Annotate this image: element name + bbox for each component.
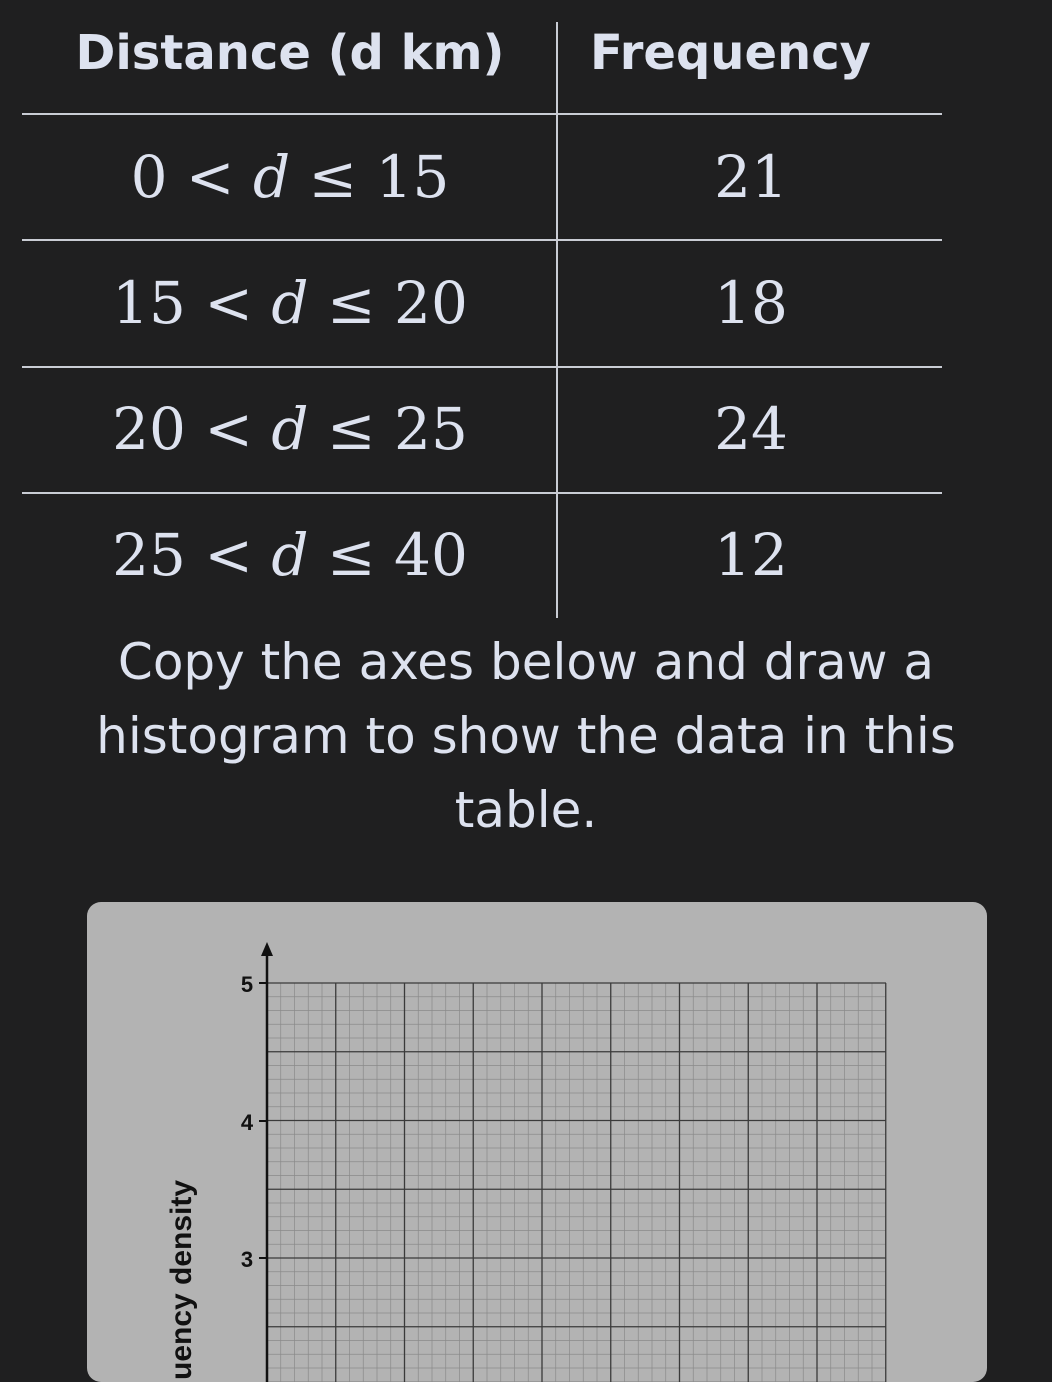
table-row-4-interval: 25 < d ≤ 40	[112, 521, 468, 589]
table-row-3-frequency: 24	[714, 395, 788, 463]
frequency-table	[0, 0, 1052, 620]
table-row-1-frequency: 21	[714, 143, 788, 211]
table-row-2-frequency: 18	[714, 269, 788, 337]
graph-panel	[87, 902, 987, 1382]
y-tick-label-3: 3	[240, 1247, 254, 1272]
instruction-line-2: histogram to show the data in this	[96, 707, 956, 765]
instruction-text	[0, 625, 1052, 847]
table-row-2-interval: 15 < d ≤ 20	[112, 269, 468, 337]
frequency-column-header: Frequency	[590, 25, 871, 81]
y-tick-label-4: 4	[240, 1110, 254, 1135]
distance-column-header: Distance (d km)	[75, 25, 505, 81]
y-axis-arrow-icon	[261, 942, 273, 956]
y-tick-label-5: 5	[240, 972, 254, 997]
y-axis-label: uency density	[165, 1179, 198, 1380]
table-row-4-frequency: 12	[714, 521, 788, 589]
instruction-line-1: Copy the axes below and draw a	[117, 633, 935, 691]
table-row-3-interval: 20 < d ≤ 25	[112, 395, 468, 463]
instruction-line-3: table.	[454, 781, 598, 839]
table-row-1-interval: 0 < d ≤ 15	[130, 143, 450, 211]
graph-grid	[87, 902, 987, 1382]
